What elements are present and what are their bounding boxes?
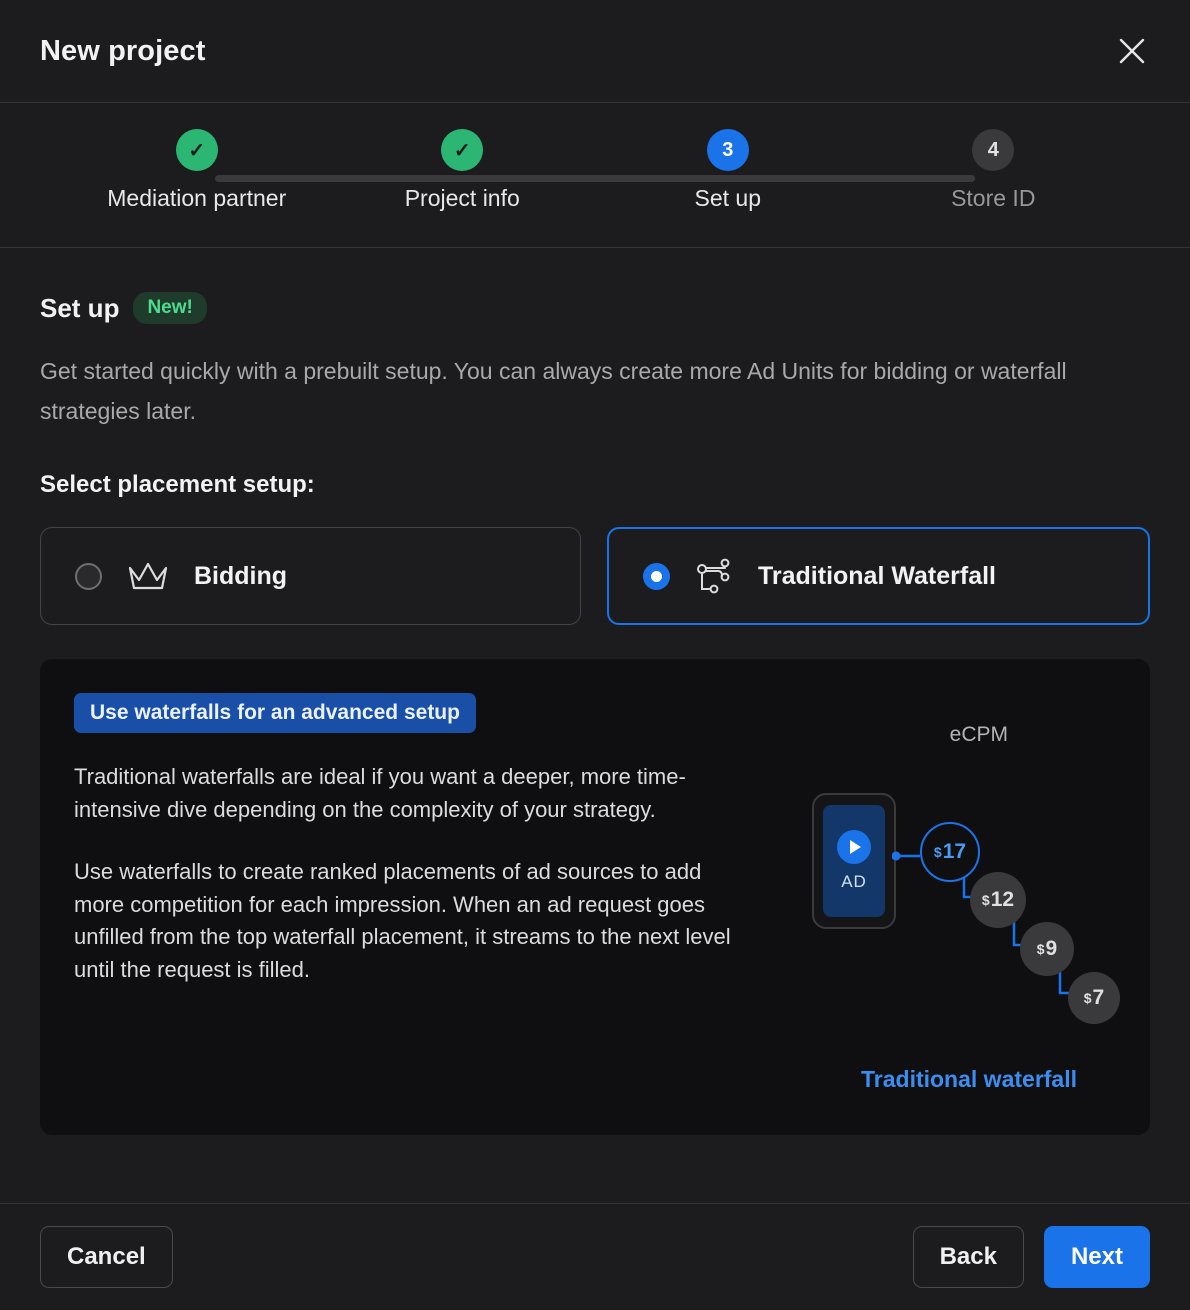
info-card-pill: Use waterfalls for an advanced setup	[74, 693, 476, 733]
ecpm-node-currency: $	[933, 844, 942, 861]
radio-bidding[interactable]	[75, 563, 102, 590]
ecpm-node-currency: $	[1036, 941, 1045, 958]
setup-title: Set up	[40, 292, 120, 323]
status-badge: New!	[133, 292, 206, 324]
dialog-body	[0, 248, 1190, 1203]
setup-heading-row	[40, 292, 1150, 324]
placement-options	[40, 527, 1150, 625]
footer-actions	[913, 1226, 1150, 1288]
step-label: Mediation partner	[107, 185, 287, 211]
step-label: Store ID	[951, 185, 1036, 211]
ecpm-node	[1020, 922, 1074, 976]
step-mediation-partner[interactable]	[64, 129, 330, 212]
illustration-caption: Traditional waterfall	[861, 1066, 1077, 1093]
waterfall-info-card	[40, 659, 1150, 1135]
close-icon[interactable]	[1108, 27, 1156, 75]
dialog-header	[0, 0, 1190, 103]
info-paragraph-1: Traditional waterfalls are ideal if you want a deeper, more time-intensive dive depending on the complexity of your strategy.	[74, 764, 686, 822]
step-project-info[interactable]	[330, 129, 596, 212]
ecpm-node-value: 12	[990, 888, 1015, 912]
step-marker-check-icon: ✓	[176, 129, 218, 171]
waterfall-illustration	[774, 693, 1116, 1099]
play-icon	[837, 830, 871, 864]
ecpm-node-currency: $	[1083, 990, 1092, 1007]
page-title: New project	[40, 34, 206, 67]
crown-icon	[126, 558, 170, 594]
ecpm-node-value: 9	[1045, 937, 1058, 961]
ecpm-node-value: 7	[1092, 986, 1105, 1010]
waterfall-icon	[694, 556, 734, 596]
step-store-id[interactable]	[861, 129, 1127, 212]
step-marker-check-icon: ✓	[441, 129, 483, 171]
setup-description: Get started quickly with a prebuilt setup. You can always create more Ad Units for bidding or waterfall strategies later.	[40, 358, 1067, 424]
cancel-button[interactable]: Cancel	[40, 1226, 173, 1288]
step-marker: 4	[972, 129, 1014, 171]
option-traditional-waterfall[interactable]	[607, 527, 1150, 625]
option-label: Traditional Waterfall	[758, 561, 997, 590]
info-paragraph-2: Use waterfalls to create ranked placements of ad sources to add more competition for each impression. When an ad request goes unfilled from the top waterfall placement, it streams to the next level until the request is filled.	[74, 859, 731, 982]
phone-mockup	[812, 793, 896, 929]
step-set-up[interactable]	[595, 129, 861, 212]
wizard-stepper	[0, 103, 1190, 248]
ecpm-node-currency: $	[981, 892, 990, 909]
option-bidding[interactable]	[40, 527, 581, 625]
step-label: Set up	[694, 185, 761, 211]
ecpm-node	[920, 822, 980, 882]
dialog-footer	[0, 1203, 1190, 1310]
phone-ad-label: AD	[841, 872, 867, 892]
next-button[interactable]: Next	[1044, 1226, 1150, 1288]
ecpm-node	[970, 872, 1026, 928]
ecpm-node-value: 17	[942, 840, 967, 864]
ecpm-label: eCPM	[949, 723, 1008, 747]
ecpm-node	[1068, 972, 1120, 1024]
select-placement-label: Select placement setup:	[40, 471, 315, 499]
step-label: Project info	[404, 185, 520, 211]
option-label: Bidding	[194, 561, 288, 590]
info-card-text	[74, 693, 774, 1099]
step-marker: 3	[707, 129, 749, 171]
back-button[interactable]: Back	[913, 1226, 1024, 1288]
radio-traditional-waterfall[interactable]	[643, 563, 670, 590]
